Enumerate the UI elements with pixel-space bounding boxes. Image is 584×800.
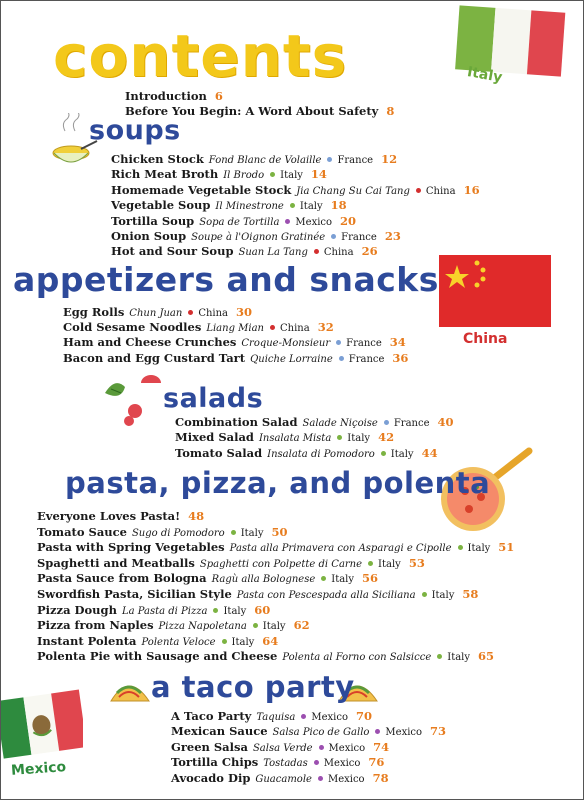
entry-country: China xyxy=(280,323,310,335)
toc-entry[interactable] xyxy=(111,229,401,245)
entry-foreign-name: Chun Juan xyxy=(129,308,183,319)
entry-foreign-name: Ragù alla Bolognese xyxy=(211,574,316,586)
entry-country: China xyxy=(323,247,354,259)
entry-page: 58 xyxy=(462,587,479,601)
entry-name: Pizza from Naples xyxy=(37,618,154,633)
entry-foreign-name: Spaghetti con Polpette di Carne xyxy=(199,558,363,570)
country-dot-icon xyxy=(270,172,275,177)
entry-page: 34 xyxy=(389,335,406,350)
mexico-flag xyxy=(1,681,83,763)
toc-entry[interactable] xyxy=(111,167,327,183)
entry-country: Italy xyxy=(262,621,286,633)
entry-foreign-name: Liang Mian xyxy=(206,323,264,335)
toc-entry[interactable] xyxy=(37,587,478,603)
entry-name: Pasta Sauce from Bologna xyxy=(37,571,207,586)
entry-foreign-name: Pasta con Pescespada alla Siciliana xyxy=(236,590,416,601)
entry-foreign-name: Polenta al Forno con Salsicce xyxy=(282,652,432,664)
entry-foreign-name: La Pasta di Pizza xyxy=(121,605,208,617)
entry-page: 20 xyxy=(340,213,357,228)
entry-name: Everyone Loves Pasta! xyxy=(37,509,181,523)
entry-foreign-name: Sugo di Pomodoro xyxy=(131,527,225,539)
entry-country: Italy xyxy=(223,605,247,617)
entry-page: 53 xyxy=(408,555,425,570)
country-dot-icon xyxy=(337,435,342,440)
entry-country: Italy xyxy=(347,433,371,445)
country-dot-icon xyxy=(231,530,236,535)
toc-entry[interactable] xyxy=(63,320,334,336)
entry-name: Tortilla Soup xyxy=(111,213,195,228)
entry-page: 26 xyxy=(361,244,378,259)
entry-page: 42 xyxy=(378,430,395,445)
entry-name: Egg Rolls xyxy=(63,305,125,319)
entry-foreign-name: Il Brodo xyxy=(223,170,265,182)
salad-vegetables-icon xyxy=(101,373,165,427)
entry-foreign-name: Soupe à l'Oignon Gratinée xyxy=(191,232,326,243)
entry-country: Italy xyxy=(390,448,414,460)
entry-foreign-name: Il Minestrone xyxy=(215,201,284,213)
toc-entry[interactable] xyxy=(37,540,514,556)
entry-page: 18 xyxy=(330,198,347,213)
country-dot-icon xyxy=(327,157,332,162)
entry-foreign-name: Suan La Tang xyxy=(238,247,308,259)
entry-country: Italy xyxy=(467,543,491,555)
country-dot-icon xyxy=(222,639,227,644)
entry-name: Spaghetti and Meatballs xyxy=(37,555,195,570)
entry-name: Tortilla Chips xyxy=(171,755,259,770)
taco-icon xyxy=(109,677,151,705)
country-dot-icon xyxy=(318,776,323,781)
country-dot-icon xyxy=(422,592,427,597)
entry-name: Pizza Dough xyxy=(37,602,117,617)
country-dot-icon xyxy=(188,310,193,315)
entry-name: Combination Salad xyxy=(175,415,298,429)
entry-name: Mexican Sauce xyxy=(171,724,268,739)
entry-country: Italy xyxy=(447,652,471,664)
entry-country: Italy xyxy=(331,574,355,586)
country-dot-icon xyxy=(314,760,319,765)
entry-page: 32 xyxy=(317,320,334,335)
toc-entry[interactable] xyxy=(37,509,204,523)
toc-entry[interactable] xyxy=(111,214,356,230)
entry-name: Rich Meat Broth xyxy=(111,167,219,182)
entry-page: 48 xyxy=(188,509,205,523)
entry-country: Mexico xyxy=(328,742,366,754)
entry-page: 65 xyxy=(478,649,495,664)
toc-entry[interactable] xyxy=(37,603,270,619)
page-title: contents xyxy=(53,22,348,90)
toc-entry[interactable] xyxy=(111,152,397,168)
entry-name: Avocado Dip xyxy=(171,770,251,785)
toc-entry[interactable] xyxy=(171,755,384,771)
entry-page: 30 xyxy=(236,305,253,319)
entry-country: France xyxy=(393,418,430,429)
entry-page: 73 xyxy=(430,724,447,739)
entry-page: 51 xyxy=(498,540,515,555)
toc-entry[interactable] xyxy=(37,525,288,541)
toc-entry[interactable] xyxy=(37,634,278,650)
country-dot-icon xyxy=(336,340,341,345)
entry-country: Mexico xyxy=(327,773,365,785)
entry-page: 56 xyxy=(362,571,379,586)
country-dot-icon xyxy=(331,234,336,239)
toc-entry[interactable] xyxy=(37,556,425,572)
entry-foreign-name: Croque-Monsieur xyxy=(241,338,331,350)
entry-foreign-name: Salsa Verde xyxy=(252,742,313,754)
entry-country: Mexico xyxy=(311,712,348,723)
entry-page: 70 xyxy=(355,709,372,723)
entry-page: 36 xyxy=(392,350,409,365)
section-heading-pasta: pasta, pizza, and polenta xyxy=(65,466,491,500)
entry-page: 16 xyxy=(463,182,480,197)
entry-foreign-name: Insalata Mista xyxy=(258,433,332,445)
country-dot-icon xyxy=(270,325,275,330)
entry-country: Italy xyxy=(378,558,401,570)
entry-foreign-name: Jia Chang Su Cai Tang xyxy=(296,185,410,197)
country-dot-icon xyxy=(321,576,326,581)
entry-page: 78 xyxy=(372,770,389,785)
entry-page: 14 xyxy=(310,167,327,182)
toc-entry[interactable] xyxy=(175,415,454,431)
section-heading-salads: salads xyxy=(163,383,264,414)
entry-country: France xyxy=(346,338,382,350)
entry-name: Introduction xyxy=(125,89,207,103)
italy-flag-label: Italy xyxy=(465,64,504,86)
toc-entry[interactable] xyxy=(111,183,480,199)
entry-name: Instant Polenta xyxy=(37,633,137,648)
entry-foreign-name: Sopa de Tortilla xyxy=(199,216,280,228)
entry-page: 6 xyxy=(214,89,223,103)
entry-foreign-name: Quiche Lorraine xyxy=(250,353,333,365)
toc-entry[interactable] xyxy=(37,571,378,587)
toc-entry[interactable] xyxy=(171,740,389,756)
entry-page: 8 xyxy=(386,104,395,118)
entry-country: Mexico xyxy=(385,727,423,739)
entry-page: 44 xyxy=(421,445,438,460)
country-dot-icon xyxy=(285,219,290,224)
entry-foreign-name: Salsa Pico de Gallo xyxy=(272,727,370,739)
mexico-flag-label: Mexico xyxy=(10,759,67,779)
entry-name: Cold Sesame Noodles xyxy=(63,320,202,335)
country-dot-icon xyxy=(213,608,218,613)
toc-entry[interactable] xyxy=(125,89,223,103)
toc-entry[interactable] xyxy=(175,446,438,462)
toc-entry[interactable] xyxy=(175,430,394,446)
entry-name: Ham and Cheese Crunches xyxy=(63,335,237,350)
toc-entry[interactable] xyxy=(171,771,389,787)
country-dot-icon xyxy=(416,188,421,193)
toc-entry[interactable] xyxy=(171,709,372,725)
section-heading-soups: soups xyxy=(89,115,181,146)
entry-country: Italy xyxy=(231,636,255,648)
entry-foreign-name: Salade Niçoise xyxy=(302,418,378,429)
entry-page: 76 xyxy=(368,755,385,770)
entry-page: 23 xyxy=(384,229,401,243)
entry-country: China xyxy=(198,308,229,319)
entry-name: Tomato Salad xyxy=(175,445,263,460)
entry-name: Chicken Stock xyxy=(111,152,204,166)
toc-entry[interactable] xyxy=(37,649,494,665)
entry-page: 60 xyxy=(254,602,271,617)
country-dot-icon xyxy=(458,545,463,550)
country-dot-icon xyxy=(368,561,373,566)
entry-foreign-name: Insalata di Pomodoro xyxy=(267,448,375,460)
entry-page: 50 xyxy=(271,524,288,539)
toc-entry[interactable] xyxy=(111,198,347,214)
entry-foreign-name: Pizza Napoletana xyxy=(158,621,247,633)
entry-page: 64 xyxy=(262,633,279,648)
entry-country: Italy xyxy=(240,527,264,539)
toc-entry[interactable] xyxy=(63,351,408,367)
entry-country: Mexico xyxy=(295,216,333,228)
entry-page: 74 xyxy=(373,739,390,754)
country-dot-icon xyxy=(384,420,389,425)
toc-entry[interactable] xyxy=(37,618,310,634)
entry-name: Homemade Vegetable Stock xyxy=(111,182,292,197)
entry-name: Green Salsa xyxy=(171,739,248,754)
entry-country: France xyxy=(341,232,377,243)
china-flag-label: China xyxy=(463,331,508,347)
section-heading-taco: a taco party xyxy=(151,670,355,704)
country-dot-icon xyxy=(253,623,258,628)
toc-entry[interactable] xyxy=(63,305,252,321)
country-dot-icon xyxy=(290,203,295,208)
entry-foreign-name: Fond Blanc de Volaille xyxy=(208,155,322,166)
entry-name: Mixed Salad xyxy=(175,430,254,445)
entry-country: Mexico xyxy=(323,758,361,770)
entry-page: 62 xyxy=(293,618,310,633)
country-dot-icon xyxy=(375,729,380,734)
entry-name: Tomato Sauce xyxy=(37,524,127,539)
entry-foreign-name: Polenta Veloce xyxy=(141,636,216,648)
entry-name: Bacon and Egg Custard Tart xyxy=(63,350,246,365)
country-dot-icon xyxy=(339,356,344,361)
entry-name: A Taco Party xyxy=(171,709,252,723)
entry-foreign-name: Tostadas xyxy=(263,758,308,770)
toc-entry[interactable] xyxy=(171,724,446,740)
entry-foreign-name: Taquisa xyxy=(256,712,296,723)
entry-country: France xyxy=(337,155,374,166)
entry-name: Polenta Pie with Sausage and Cheese xyxy=(37,649,278,664)
entry-name: Before You Begin: A Word About Safety xyxy=(125,104,379,118)
entry-name: Hot and Sour Soup xyxy=(111,244,234,259)
entry-name: Onion Soup xyxy=(111,229,187,243)
entry-page: 12 xyxy=(381,152,398,166)
entry-country: China xyxy=(425,185,456,197)
entry-name: Vegetable Soup xyxy=(111,198,211,213)
country-dot-icon xyxy=(381,451,386,456)
toc-entry[interactable] xyxy=(111,244,378,260)
entry-name: Pasta with Spring Vegetables xyxy=(37,540,225,555)
entry-name: Swordfish Pasta, Sicilian Style xyxy=(37,587,232,601)
entry-country: Italy xyxy=(280,170,303,182)
country-dot-icon xyxy=(301,714,306,719)
country-dot-icon xyxy=(437,654,442,659)
china-flag xyxy=(437,253,555,331)
section-heading-appetizers: appetizers and snacks xyxy=(13,260,439,299)
entry-country: Italy xyxy=(431,590,455,601)
country-dot-icon xyxy=(314,249,319,254)
country-dot-icon xyxy=(319,745,324,750)
entry-foreign-name: Guacamole xyxy=(255,773,312,785)
entry-foreign-name: Pasta alla Primavera con Asparagi e Cipolle xyxy=(229,543,452,555)
entry-country: France xyxy=(348,353,385,365)
toc-entry[interactable] xyxy=(63,335,406,351)
entry-page: 40 xyxy=(437,415,454,429)
entry-country: Italy xyxy=(299,201,323,213)
